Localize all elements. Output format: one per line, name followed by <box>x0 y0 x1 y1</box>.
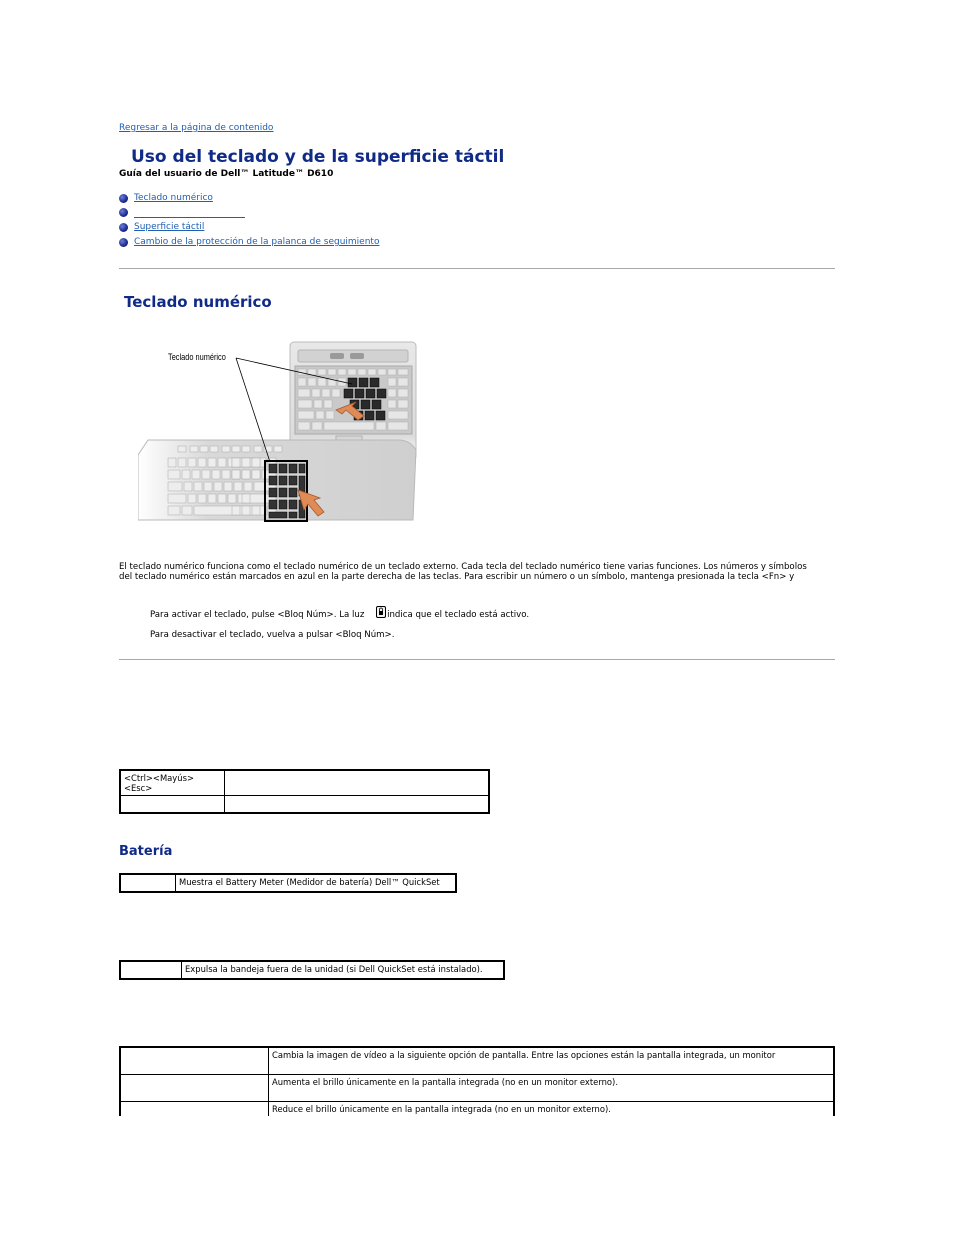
table-row <box>120 1047 834 1075</box>
toc-item <box>119 237 519 249</box>
toc-link-touchpad[interactable]: Superficie táctil <box>134 222 205 232</box>
table-cell-key <box>120 796 225 814</box>
toc-item <box>119 193 519 205</box>
table-cell-key <box>120 1075 269 1102</box>
back-to-contents-link[interactable]: Regresar a la página de contenido <box>119 123 274 133</box>
table-cell-key: <Ctrl><Mayús><Esc> <box>120 770 225 796</box>
keypad-paragraph-line2: del teclado numérico están marcados en azul en la parte derecha de las teclas. Para escribir un número o un símbolo, mantenga presionada la tecla <Fn> y <box>119 572 795 582</box>
toc-link-blank[interactable] <box>134 207 245 218</box>
system-functions-table <box>119 769 490 814</box>
keypad-illustration <box>138 340 418 525</box>
page-title: Uso del teclado y de la superficie táctil <box>131 147 505 167</box>
table-row <box>120 961 504 979</box>
table-cell-key <box>120 961 182 979</box>
table-row <box>120 770 489 796</box>
battery-table <box>119 873 457 893</box>
cd-tray-table <box>119 960 505 980</box>
toc-item <box>119 222 519 234</box>
table-cell-desc: Cambia la imagen de vídeo a la siguiente opción de pantalla. Entre las opciones están la pantalla integrada, un monitor <box>269 1047 835 1075</box>
table-cell-desc: Muestra el Battery Meter (Medidor de batería) Dell™ QuickSet <box>176 874 457 892</box>
numlock-icon-svg <box>377 607 385 617</box>
step-activate-text-before: Para activar el teclado, pulse <Bloq Núm>. La luz <box>150 610 365 620</box>
table-cell-desc: Aumenta el brillo únicamente en la pantalla integrada (no en un monitor externo). <box>269 1075 835 1102</box>
toc-link-trackstick[interactable]: Cambio de la protección de la palanca de seguimiento <box>134 237 380 247</box>
keypad-paragraph-line1: El teclado numérico funciona como el teclado numérico de un teclado externo. Cada tecla del teclado numérico tiene varias funciones. Los números y símbolos <box>119 562 807 572</box>
page-subtitle: Guía del usuario de Dell™ Latitude™ D610 <box>119 169 334 179</box>
table-row <box>120 1075 834 1102</box>
keypad-figure-svg <box>138 340 418 525</box>
bullet-icon <box>119 223 128 232</box>
toc-link-keypad[interactable]: Teclado numérico <box>134 193 213 203</box>
table-cell-desc: Reduce el brillo únicamente en la pantalla integrada (no en un monitor externo). <box>269 1102 835 1130</box>
step-activate <box>150 610 529 620</box>
table-cell-desc <box>225 770 490 796</box>
section-heading-battery: Batería <box>119 844 173 859</box>
divider <box>119 268 835 269</box>
divider <box>119 659 835 660</box>
toc-item <box>119 207 519 219</box>
step-activate-text-after: indica que el teclado está activo. <box>387 610 530 620</box>
section-heading-keypad: Teclado numérico <box>124 293 272 311</box>
table-cell-key <box>120 874 176 892</box>
table-row <box>120 874 456 892</box>
step-deactivate: Para desactivar el teclado, vuelva a pulsar <Bloq Núm>. <box>150 630 395 640</box>
bullet-icon <box>119 208 128 217</box>
table-cell-desc: Expulsa la bandeja fuera de la unidad (si Dell QuickSet está instalado). <box>182 961 505 979</box>
bullet-icon <box>119 238 128 247</box>
numlock-light-icon <box>376 606 386 618</box>
bullet-icon <box>119 194 128 203</box>
page-bottom-blank <box>0 1116 954 1235</box>
table-cell-desc <box>225 796 490 814</box>
table-cell-key <box>120 1047 269 1075</box>
figure-label-keypad: Teclado numérico <box>168 352 226 362</box>
keypad-paragraph <box>119 562 835 582</box>
table-row <box>120 796 489 814</box>
